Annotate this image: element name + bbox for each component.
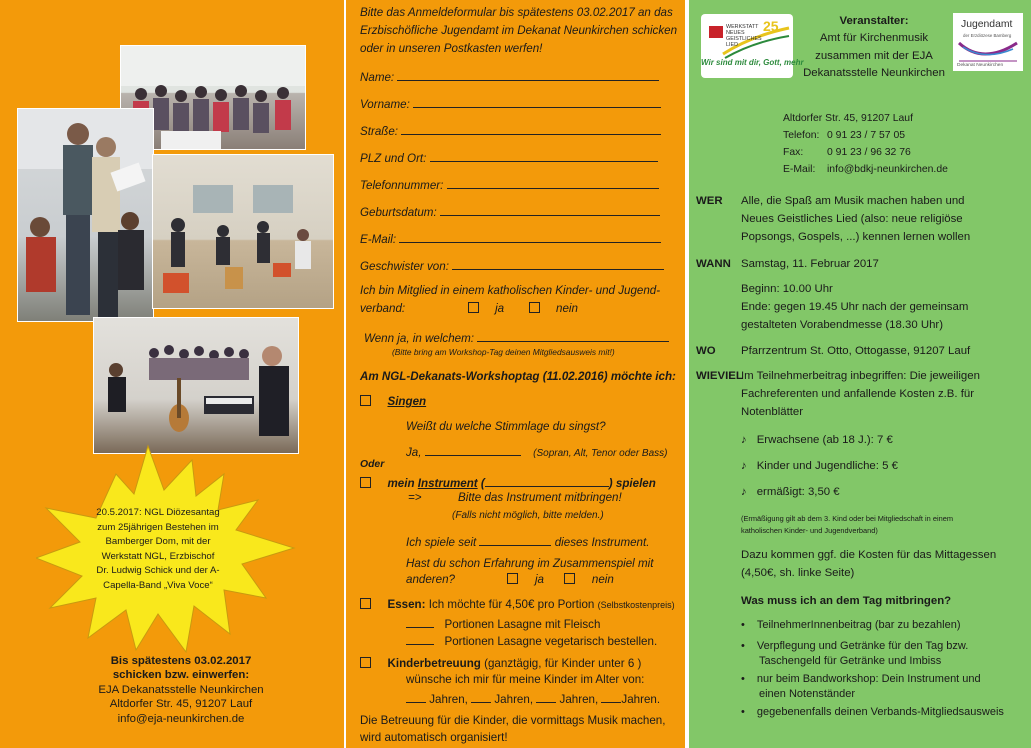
- bring-item: [741, 706, 1004, 718]
- or-label: Oder: [360, 459, 385, 470]
- lunch-label: Essen:: [387, 598, 426, 611]
- starburst-line: Dr. Ludwig Schick und der A-: [96, 565, 220, 577]
- lunch-meat-label: Portionen Lasagne mit Fleisch: [444, 618, 601, 631]
- member-yes-label: ja: [495, 302, 505, 315]
- starburst-line: Werkstatt NGL, Erzbischof: [101, 550, 215, 562]
- bring-item-cont: einen Notenständer: [759, 688, 856, 700]
- zip-city-line[interactable]: [430, 149, 658, 162]
- when-end: Ende: gegen 19.45 Uhr nach der gemeinsam: [741, 301, 969, 313]
- bring-instrument-row: [408, 491, 622, 504]
- zip-city-label: PLZ und Ort:: [360, 152, 427, 165]
- childcare-option[interactable]: [360, 657, 641, 670]
- bring-instrument-note: (Falls nicht möglich, bitte melden.): [452, 510, 604, 521]
- voice-field[interactable]: [406, 443, 668, 459]
- price-youth-text: Kinder und Jugendliche: 5 €: [756, 460, 898, 472]
- singing-option[interactable]: [360, 395, 426, 408]
- name-field[interactable]: [360, 68, 659, 84]
- rehearsal-room-photo: [152, 154, 334, 309]
- price-adult: [741, 434, 893, 446]
- contact-value[interactable]: info@bdkj-neunkirchen.de: [827, 164, 948, 175]
- association-field[interactable]: [364, 329, 669, 345]
- voice-question: Weißt du welche Stimmlage du singst?: [406, 420, 606, 433]
- deadline-email[interactable]: info@eja-neunkirchen.de: [117, 712, 245, 725]
- closing-note: Die Betreuung für die Kinder, die vormittags Musik machen,: [360, 714, 666, 727]
- instrument-pre: mein: [387, 477, 415, 490]
- cost-text: Im Teilnehmerbeitrag inbegriffen: Die jeweiligen: [741, 370, 980, 382]
- cost-label: WIEVIEL: [696, 370, 743, 382]
- lunch-text: Ich möchte für 4,50€ pro Portion: [428, 598, 595, 611]
- starburst-line: zum 25jährigen Bestehen im: [97, 521, 219, 533]
- form-intro-line: oder in unseren Postkasten werfen!: [360, 42, 543, 55]
- bring-item: [741, 640, 968, 652]
- bring-item: [741, 619, 960, 631]
- who-text: Alle, die Spaß am Musik machen haben und: [741, 195, 965, 207]
- when-begin: Beginn: 10.00 Uhr: [741, 283, 833, 295]
- instrument-line[interactable]: [485, 474, 609, 487]
- discount-note: (Ermäßigung gilt ab dem 3. Kind oder bei Mitgliedschaft in einem: [741, 514, 953, 523]
- member-answer-row: [360, 302, 578, 315]
- contact-value: 0 91 23 / 7 57 05: [827, 130, 905, 141]
- ensemble-answer-row: [406, 573, 614, 586]
- street-line[interactable]: [401, 122, 661, 135]
- instrument-paren-close: ): [608, 477, 613, 490]
- member-no-label: nein: [556, 302, 578, 315]
- lunch-meat-line[interactable]: [406, 615, 434, 628]
- jugendamt-subtitle: der Erzdiözese Bamberg: [963, 33, 1012, 38]
- deadline-address: Altdorfer Str. 45, 91207 Lauf: [109, 698, 253, 711]
- member-yes-checkbox[interactable]: [468, 302, 479, 313]
- lunch-note: (Selbstkostenpreis): [597, 600, 675, 610]
- price-youth: [741, 460, 898, 472]
- lunch-option[interactable]: [360, 598, 675, 611]
- name-label: Name:: [360, 71, 395, 84]
- email-label: E-Mail:: [360, 233, 397, 246]
- bullet-icon: •: [741, 673, 745, 685]
- deadline-block: [60, 654, 302, 726]
- ensemble-no-label: nein: [591, 573, 614, 586]
- child-age-line[interactable]: [601, 690, 621, 703]
- lunch-cost: Dazu kommen ggf. die Kosten für das Mittagessen: [741, 549, 997, 561]
- deadline-subtitle: schicken bzw. einwerfen:: [112, 669, 250, 682]
- starburst-text: [82, 506, 234, 594]
- instrument-post: spielen: [615, 477, 656, 490]
- organizer-block: [793, 13, 955, 83]
- bring-title: Was muss ich an dem Tag mitbringen?: [741, 595, 952, 607]
- singing-label: Singen: [387, 395, 427, 408]
- bring-item-text: gegebenenfalls deinen Verbands-Mitgliedsausweis: [756, 706, 1004, 718]
- member-question-cont: verband:: [360, 302, 406, 315]
- cost-text: Fachreferenten und anfallende Kosten z.B. für: [741, 388, 975, 400]
- registration-form: [344, 0, 687, 748]
- lunch-cost: (4,50€, sh. linke Seite): [741, 567, 855, 579]
- where-text: Pfarrzentrum St. Otto, Ottogasse, 91207 Lauf: [741, 345, 971, 357]
- where-label: WO: [696, 345, 716, 357]
- bring-instrument-text: Bitte das Instrument mitbringen!: [458, 491, 622, 504]
- instrument-paren-open: (: [480, 477, 485, 490]
- when-label: WANN: [696, 258, 731, 270]
- price-reduced: [741, 486, 840, 498]
- contact-fax: [783, 147, 911, 158]
- closing-note: wird automatisch organisiert!: [360, 731, 508, 744]
- childcare-label: Kinderbetreuung: [387, 657, 481, 670]
- bring-item-text: Verpflegung und Getränke für den Tag bzw.: [756, 640, 969, 652]
- starburst-line: 20.5.2017: NGL Diözesantag: [96, 507, 220, 518]
- music-note-icon: ♪: [741, 460, 747, 472]
- lunch-meat-row[interactable]: [406, 615, 600, 631]
- bring-item: [741, 673, 981, 685]
- when-date: Samstag, 11. Februar 2017: [741, 258, 879, 270]
- starburst-line: Bamberger Dom, mit der: [105, 536, 211, 548]
- play-since-label: Ich spiele seit: [406, 536, 477, 549]
- organizer-line: zusammen mit der EJA: [815, 49, 933, 62]
- werkstatt-ngl-logo: [701, 14, 804, 78]
- child-age-line[interactable]: [536, 690, 556, 703]
- lunch-veg-label: Portionen Lasagne vegetarisch bestellen.: [444, 635, 658, 648]
- child-age-unit: Jahren,: [559, 693, 599, 706]
- band-photo: [93, 317, 299, 454]
- birthdate-label: Geburtsdatum:: [360, 206, 437, 219]
- deadline-org: EJA Dekanatsstelle Neunkirchen: [98, 683, 264, 696]
- singers-photo-figures: [18, 109, 153, 321]
- when-end: gestalteten Vorabendmesse (18.30 Uhr): [741, 319, 943, 331]
- organizer-line: Amt für Kirchenmusik: [819, 32, 929, 45]
- play-since-field[interactable]: [406, 533, 649, 549]
- deadline-title: Bis spätestens 03.02.2017: [110, 655, 252, 667]
- werkstatt-logo-number: 25: [763, 18, 779, 34]
- organizer-address: Altdorfer Str. 45, 91207 Lauf: [783, 113, 913, 124]
- left-panel: [0, 0, 344, 748]
- child-age-unit: Jahren,: [494, 693, 534, 706]
- arrow-icon: =>: [408, 491, 422, 504]
- siblings-field[interactable]: [360, 257, 664, 273]
- firstname-line[interactable]: [413, 95, 661, 108]
- childcare-question: wünsche ich mir für meine Kinder im Alter von:: [406, 673, 645, 686]
- childcare-text: (ganztägig, für Kinder unter 6 ): [484, 657, 642, 670]
- instrument-word: Instrument: [417, 477, 478, 490]
- association-label: Wenn ja, in welchem:: [364, 332, 474, 345]
- email-field[interactable]: [360, 230, 661, 246]
- who-text: Popsongs, Gospels, ...) kennen lernen wollen: [741, 231, 971, 243]
- voice-options: (Sopran, Alt, Tenor oder Bass): [533, 448, 668, 459]
- contact-key: Telefon:: [783, 130, 820, 141]
- lunch-veg-row[interactable]: [406, 632, 657, 648]
- bring-item-text: nur beim Bandworkshop: Dein Instrument und: [756, 673, 981, 685]
- werkstatt-slogan: Wir sind mit dir, Gott, mehr: [701, 58, 804, 67]
- phone-field[interactable]: [360, 176, 659, 192]
- jugendamt-footer: Dekanat Neunkirchen: [957, 63, 1004, 68]
- form-intro-line: Bitte das Anmeldeformular bis spätestens 03.02.2017 an das: [360, 6, 673, 19]
- contact-key: E-Mail:: [783, 164, 816, 175]
- child-age-line[interactable]: [406, 690, 426, 703]
- bullet-icon: •: [741, 706, 745, 718]
- association-line[interactable]: [477, 329, 669, 342]
- phone-line[interactable]: [447, 176, 659, 189]
- siblings-line[interactable]: [452, 257, 664, 270]
- ensemble-yes-checkbox[interactable]: [507, 573, 518, 584]
- member-no-checkbox[interactable]: [529, 302, 540, 313]
- contact-key: Fax:: [783, 147, 804, 158]
- email-line[interactable]: [399, 230, 661, 243]
- contact-phone: [783, 130, 905, 141]
- contact-value: 0 91 23 / 96 32 76: [827, 147, 911, 158]
- child-age-unit: Jahren,: [429, 693, 468, 706]
- instrument-checkbox[interactable]: [360, 477, 371, 488]
- bring-item-cont: Taschengeld für Getränke und Imbiss: [759, 655, 942, 667]
- lunch-checkbox[interactable]: [360, 598, 371, 609]
- music-note-icon: ♪: [741, 434, 747, 446]
- bring-item-text: TeilnehmerInnenbeitrag (bar zu bezahlen): [756, 619, 961, 631]
- bullet-icon: •: [741, 640, 745, 652]
- association-note: (Bitte bring am Workshop-Tag deinen Mitgliedsausweis mit!): [392, 347, 615, 357]
- ensemble-yes-label: ja: [534, 573, 544, 586]
- starburst-line: Capella-Band „Viva Voce“: [103, 579, 213, 591]
- street-label: Straße:: [360, 125, 399, 138]
- birthdate-line[interactable]: [440, 203, 660, 216]
- ensemble-question-cont: anderen?: [406, 573, 455, 586]
- firstname-label: Vorname:: [360, 98, 410, 111]
- member-question: Ich bin Mitglied in einem katholischen Kinder- und Jugend-: [360, 284, 661, 297]
- jugendamt-title: Jugendamt: [961, 19, 1013, 30]
- organizer-line: Dekanatsstelle Neunkirchen: [803, 67, 945, 80]
- workshop-title: Am NGL-Dekanats-Workshoptag (11.02.2016) möchte ich:: [360, 370, 676, 383]
- singing-checkbox[interactable]: [360, 395, 371, 406]
- event-starburst: [36, 438, 298, 660]
- name-line[interactable]: [397, 68, 659, 81]
- form-intro-line: Erzbischöfliche Jugendamt im Dekanat Neunkirchen schicken: [360, 24, 678, 37]
- siblings-label: Geschwister von:: [360, 260, 449, 273]
- discount-note: katholischen Kinder- und Jugendverband): [741, 526, 878, 535]
- childcare-ages-row[interactable]: [406, 690, 660, 706]
- zip-city-field[interactable]: [360, 149, 658, 165]
- music-note-icon: ♪: [741, 486, 747, 498]
- who-label: WER: [696, 195, 723, 207]
- who-text: Neues Geistliches Lied (also: neue religiöse: [741, 213, 963, 225]
- ensemble-question: Hast du schon Erfahrung im Zusammenspiel mit: [406, 557, 654, 570]
- firstname-field[interactable]: [360, 95, 661, 111]
- voice-yes-label: Ja,: [406, 446, 422, 459]
- rehearsal-room-figures: [153, 155, 333, 308]
- play-since-line[interactable]: [479, 533, 551, 546]
- price-reduced-text: ermäßigt: 3,50 €: [756, 486, 840, 498]
- price-adult-text: Erwachsene (ab 18 J.): 7 €: [756, 434, 893, 446]
- birthdate-field[interactable]: [360, 203, 660, 219]
- contact-email[interactable]: [783, 164, 948, 175]
- phone-label: Telefonnummer:: [360, 179, 444, 192]
- voice-line[interactable]: [425, 443, 521, 456]
- play-since-suffix: dieses Instrument.: [554, 536, 650, 549]
- cost-text: Notenblätter: [741, 406, 804, 418]
- bullet-icon: •: [741, 619, 745, 631]
- singers-photo: [17, 108, 154, 322]
- ensemble-no-checkbox[interactable]: [564, 573, 575, 584]
- child-age-line[interactable]: [471, 690, 491, 703]
- instrument-option[interactable]: [360, 474, 656, 490]
- child-age-unit: Jahren.: [621, 693, 661, 706]
- street-field[interactable]: [360, 122, 661, 138]
- jugendamt-logo: [953, 13, 1023, 71]
- werkstatt-logo-text: WERKSTATT NEUES GEISTLICHES LIED: [726, 24, 762, 48]
- info-panel: [689, 0, 1031, 748]
- band-photo-figures: [94, 318, 298, 453]
- lunch-veg-line[interactable]: [406, 632, 434, 645]
- organizer-label: Veranstalter:: [839, 15, 909, 27]
- childcare-checkbox[interactable]: [360, 657, 371, 668]
